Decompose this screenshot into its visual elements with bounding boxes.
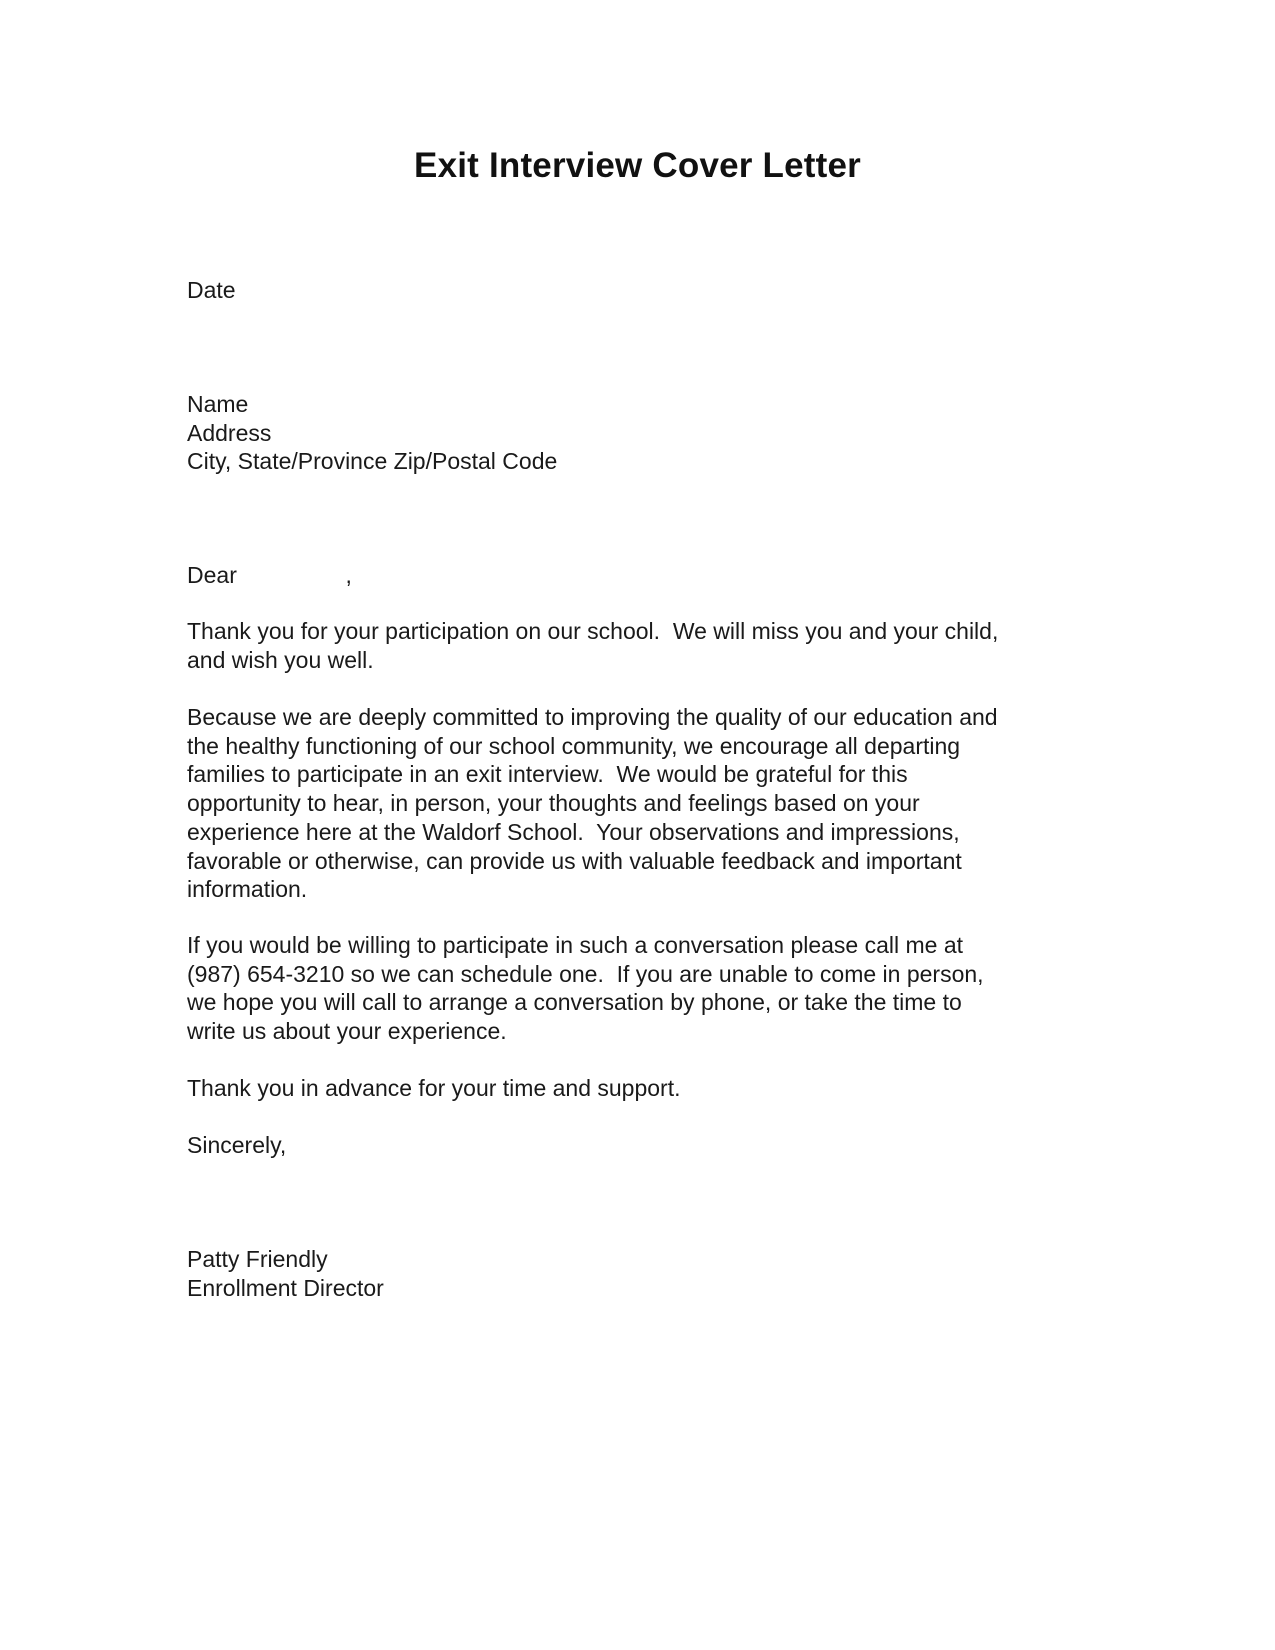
paragraph-4-text: Thank you in advance for your time and support. [187,1075,681,1101]
paragraph-2-line: families to participate in an exit interview. We would be grateful for this [187,761,908,788]
paragraph-2-line: favorable or otherwise, can provide us with valuable feedback and important [187,847,962,874]
letter-title: Exit Interview Cover Letter [414,146,861,185]
paragraph-3 [187,931,984,1046]
closing [187,1131,286,1160]
paragraph-2-line: the healthy functioning of our school community, we encourage all departing [187,732,961,759]
closing-text: Sincerely, [187,1132,287,1158]
recipient-address-block [187,390,557,476]
paragraph-2-line: opportunity to hear, in person, your thoughts and feelings based on your [187,790,920,817]
paragraph-1-line: and wish you well. [187,646,374,673]
date-text: Date [187,277,236,303]
recipient-name: Name [187,391,249,417]
paragraph-2-line: information. [187,876,308,903]
recipient-address: Address [187,419,272,446]
paragraph-2-line: experience here at the Waldorf School. Your observations and impressions, [187,818,960,845]
salutation [187,561,352,590]
signature-name: Patty Friendly [187,1246,328,1272]
paragraph-4 [187,1074,681,1103]
signature-title: Enrollment Director [187,1274,384,1301]
paragraph-3-line: we hope you will call to arrange a conversation by phone, or take the time to [187,989,962,1016]
paragraph-3-line: If you would be willing to participate in such a conversation please call me at [187,932,964,958]
date-line [187,276,236,305]
paragraph-3-line: write us about your experience. [187,1018,507,1045]
paragraph-3-line: (987) 654-3210 so we can schedule one. If you are unable to come in person, [187,960,984,987]
paragraph-2 [187,703,998,904]
paragraph-1-line: Thank you for your participation on our school. We will miss you and your child, [187,618,999,644]
paragraph-2-line: Because we are deeply committed to improving the quality of our education and [187,704,998,730]
recipient-city-line: City, State/Province Zip/Postal Code [187,448,558,475]
salutation-text: Dear , [187,562,352,588]
signature-block [187,1245,384,1302]
paragraph-1 [187,617,998,674]
